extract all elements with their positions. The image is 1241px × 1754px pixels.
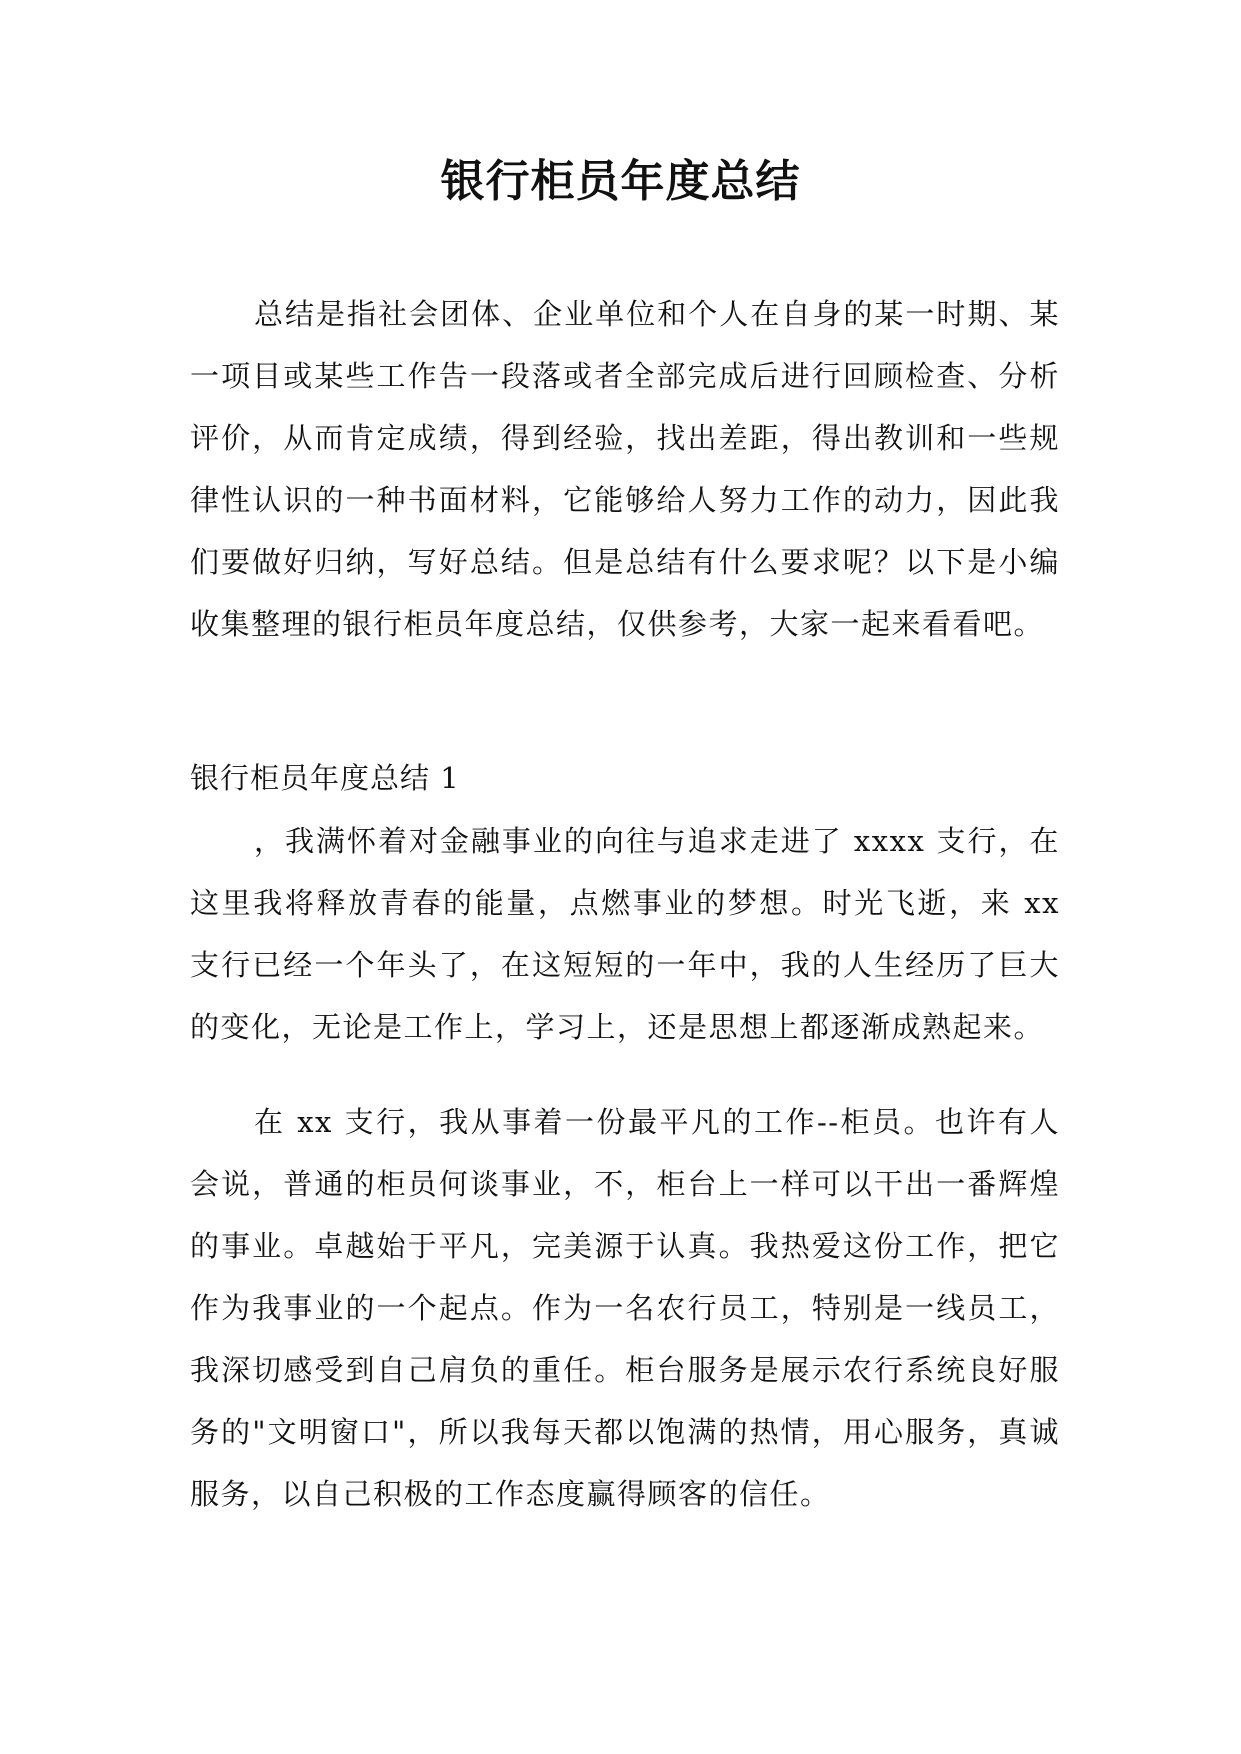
body-paragraph: ，我满怀着对金融事业的向往与追求走进了 xxxx 支行，在这里我将释放青春的能量，点燃事业的梦想。时光飞逝，来 xx 支行已经一个年头了，在这短短的一年中，我的人生经历了巨大的变化，无论是工作上，学习上，还是思想上都逐渐成熟起来。 bbox=[190, 824, 1060, 1044]
intro-paragraph: 总结是指社会团体、企业单位和个人在自身的某一时期、某一项目或某些工作告一段落或者全部完成后进行回顾检查、分析评价，从而肯定成绩，得到经验，找出差距，得出教训和一些规律性认识的一种书面材料，它能够给人努力工作的动力，因此我们要做好归纳，写好总结。但是总结有什么要求呢？以下是小编收集整理的银行柜员年度总结，仅供参考，大家一起来看看吧。 bbox=[190, 297, 1060, 641]
section-heading: 银行柜员年度总结 1 bbox=[190, 761, 460, 795]
body-paragraph: 在 xx 支行，我从事着一份最平凡的工作--柜员。也许有人会说，普通的柜员何谈事业，不，柜台上一样可以干出一番辉煌的事业。卓越始于平凡，完美源于认真。我热爱这份工作，把它作为我事业的一个起点。作为一名农行员工，特别是一线员工，我深切感受到自己肩负的重任。柜台服务是展示农行系统良好服务的"文明窗口"，所以我每天都以饱满的热情，用心服务，真诚服务，以自己积极的工作态度赢得顾客的信任。 bbox=[190, 1105, 1060, 1511]
document-title: 银行柜员年度总结 bbox=[440, 156, 801, 207]
